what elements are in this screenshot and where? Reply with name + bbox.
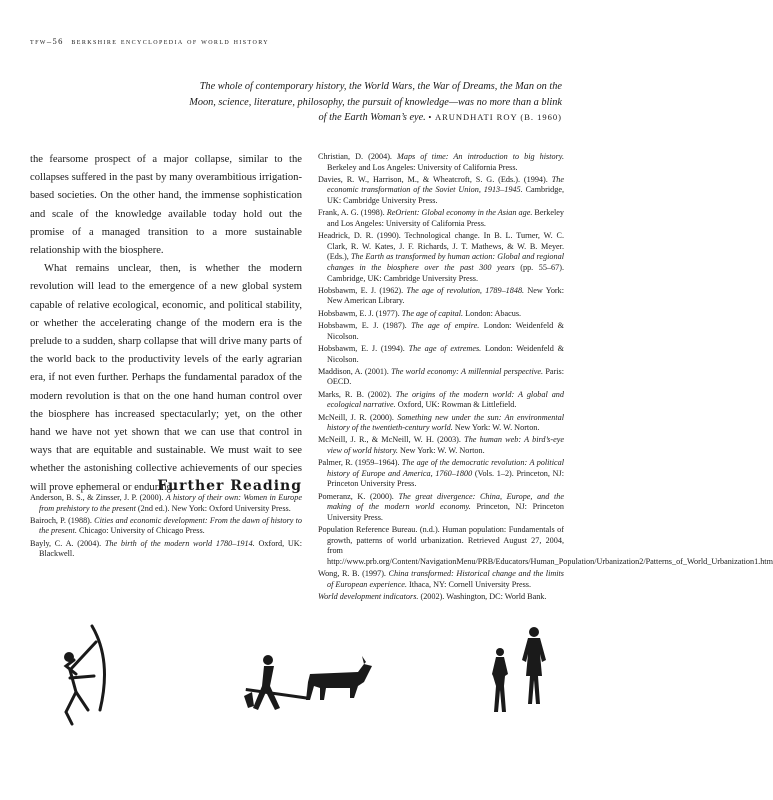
reference-publisher: Cambridge, UK: Cambridge University Press. [327,185,564,206]
references-left-column [30,493,302,562]
reference-title: The age of capital. [401,308,464,318]
reference-title: World development indicators. [318,592,419,602]
reference-publisher: (pp. 55–67). Cambridge, UK: Cambridge University Press. [327,263,564,283]
reference-title: The Earth as transformed by human action: Global and regional changes in the biosphere over the past 300 years [327,252,564,272]
reference-author-date: McNeill, J. R., & McNeill, W. H. (2003). [318,435,465,445]
header-title: berkshire encyclopedia of world history [71,36,270,46]
reference-author-date: Hobsbawm, E. J. (1962). [318,285,407,295]
reference-entry [318,367,564,388]
reference-publisher: Princeton, NJ: Princeton University Press. [327,502,564,522]
reference-publisher: Oxford, UK: Blackwell. [39,538,302,559]
reference-title: The age of revolution, 1789–1848. [406,285,525,295]
reference-publisher: London: Weidenfeld & Nicolson. [327,343,565,364]
epigraph-attribution: • ARUNDHATI ROY (B. 1960) [428,112,562,122]
reference-entry [30,539,302,560]
reference-title: The age of the democratic revolution: A political history of Europe and America, 1760–1800 [327,458,564,478]
reference-entry [318,321,564,342]
reference-entry [318,525,773,567]
reference-entry [318,152,564,173]
reference-publisher: (Vols. 1–2). Princeton, NJ: Princeton University Press. [327,468,565,489]
reference-publisher: New York: W. W. Norton. [397,446,485,455]
reference-entry [318,231,564,284]
reference-entry [30,493,302,514]
reference-entry [318,435,564,456]
reference-publisher: Chicago: University of Chicago Press. [76,526,205,536]
reference-author-date: Anderson, B. S., & Zinsser, J. P. (2000). [30,493,166,502]
reference-author-date: Davies, R. W., Harrison, M., & Wheatcroft, S. G. (Eds.). (1994). [318,174,552,184]
paragraph: the fearsome prospect of a major collapse, similar to the collapses suffered in the past by many overambitious irrigation-based societies. On the other hand, the immense sophistication and scale of the knowledge available today hold out the promise of a managed transition to a more sustainable relationship with the biosphere. [30,154,302,257]
reference-publisher: London: Weidenfeld & Nicolson. [327,321,565,341]
reference-title: The human web: A bird’s-eye view of world history. [327,435,564,455]
reference-title: Cities and economic development: From the dawn of history to the present. [39,515,302,536]
reference-publisher: (2nd ed.). New York: Oxford University Press. [135,503,291,513]
reference-publisher: Berkeley and Los Angeles: University of California Press. [327,208,564,228]
reference-author-date: Headrick, D. R. (1990). Technological change. In B. L. Turner, W. C. Clark, R. W. Kates, J. F. Richards, J. T. Mathews, & W. B. Meyer. (Eds.), [318,231,564,262]
reference-publisher: New York: New American Library. [327,285,565,306]
reference-entry [318,208,564,229]
reference-publisher: Ithaca, NY: Cornell University Press. [406,579,532,589]
archer-figure-icon [52,620,122,730]
reference-title: The birth of the modern world 1780–1914. [104,538,255,548]
reference-author-date: Pomeranz, K. (2000). [318,491,399,501]
reference-publisher: Berkeley and Los Angeles: University of California Press. [327,162,518,172]
reference-publisher: (2002). Washington, DC: World Bank. [418,592,547,602]
reference-author-date: Hobsbawm, E. J. (1994). [318,343,409,353]
reference-entry [318,309,564,320]
reference-publisher: New York: W. W. Norton. [452,423,540,433]
body-text [30,151,302,497]
reference-author-date: Wong, R. B. (1997). [318,569,389,579]
reference-publisher: Oxford, UK: Rowman & Littlefield. [395,400,517,410]
reference-entry [30,516,302,537]
ploughing-scene-icon [240,652,380,722]
reference-title: Something new under the sun: An environmental history of the twentieth-century world. [327,412,564,433]
reference-author-date: Hobsbawm, E. J. (1977). [318,308,402,318]
reference-title: The origins of the modern world: A global and ecological narrative. [327,389,564,410]
reference-author-date: McNeill, J. R. (2000). [318,412,398,422]
reference-entry [318,413,564,434]
epigraph [180,79,562,126]
further-reading-heading: Further Reading [157,478,302,494]
reference-publisher: Paris: OECD. [327,366,564,387]
reference-author-date: Christian, D. (2004). [318,152,398,161]
reference-entry [318,175,564,207]
reference-title: The economic transformation of the Soviet Union, 1913–1945. [327,174,564,195]
reference-title: The world economy: A millennial perspective. [391,366,544,376]
reference-entry [318,286,564,307]
reference-entry [318,569,564,590]
reference-entry [318,458,564,490]
reference-author-date: Bairoch, P. (1988). [30,515,95,525]
reference-title: The great divergence: China, Europe, and the making of the modern world economy. [327,491,564,512]
reference-author-date: Marks, R. B. (2002). [318,389,396,399]
reference-entry [318,492,564,524]
reference-title: The age of extremes. [408,343,482,353]
reference-title: The age of empire. [411,321,480,331]
reference-publisher: London: Abacus. [463,308,522,318]
reference-author-date: Frank, A. G. (1998). [318,208,387,218]
reference-author-date: Maddison, A. (2001). [318,366,392,376]
reference-entry [318,344,564,365]
references-right-column [318,152,773,604]
paragraph: What remains unclear, then, is whether the modern revolution will lead to the emergence of a new global system capable of relative ecological, economic, and political stability, or whether the accelerating change of the modern era is the prelude to a sudden, sharp collapse that will drive many parts of the world back to the productivity levels of the early agrarian era, if not even further. Perhaps the fundamental paradox of the modern revolution is that on the one hand human control over the biosphere has increased spectacularly; yet, on the other hand we have not yet shown that we can use that control in ways that are equitable and sustainable. We must wait to see whether the astonishing collective achievements of our species will prove ephemeral or enduring. [30,263,302,493]
reference-author-date: Population Reference Bureau. (n.d.). Human population: Fundamentals of growth, patterns of world urbanization. Retrieved August 27, 2004, from http://www.prb.org/Content/NavigationMenu/PRB/Educators/Human_Population/Urbanization2/Patterns_of_World_Urbanization1.htm [318,525,773,566]
epigraph-text: The whole of contemporary history, the World Wars, the War of Dreams, the Man on the Moon, science, literature, philosophy, the pursuit of knowledge—was no more than a blink of the Earth Woman’s eye. [189,81,562,123]
reference-title: Maps of time: An introduction to big history. [397,152,564,161]
reference-title: China transformed: Historical change and the limits of European experience. [327,569,564,589]
reference-entry [318,390,564,411]
rock-art-illustrations [0,600,617,800]
reference-title: A history of their own: Women in Europe from prehistory to the present [39,493,302,513]
running-header [30,36,269,46]
reference-author-date: Bayly, C. A. (2004). [30,538,105,548]
reference-author-date: Hobsbawm, E. J. (1987). [318,321,412,331]
standing-figures-icon [484,624,554,724]
reference-title: ReOrient: Global economy in the Asian age. [386,208,533,218]
page-number: tfw–56 [30,36,64,46]
reference-author-date: Palmer, R. (1959–1964). [318,458,402,468]
